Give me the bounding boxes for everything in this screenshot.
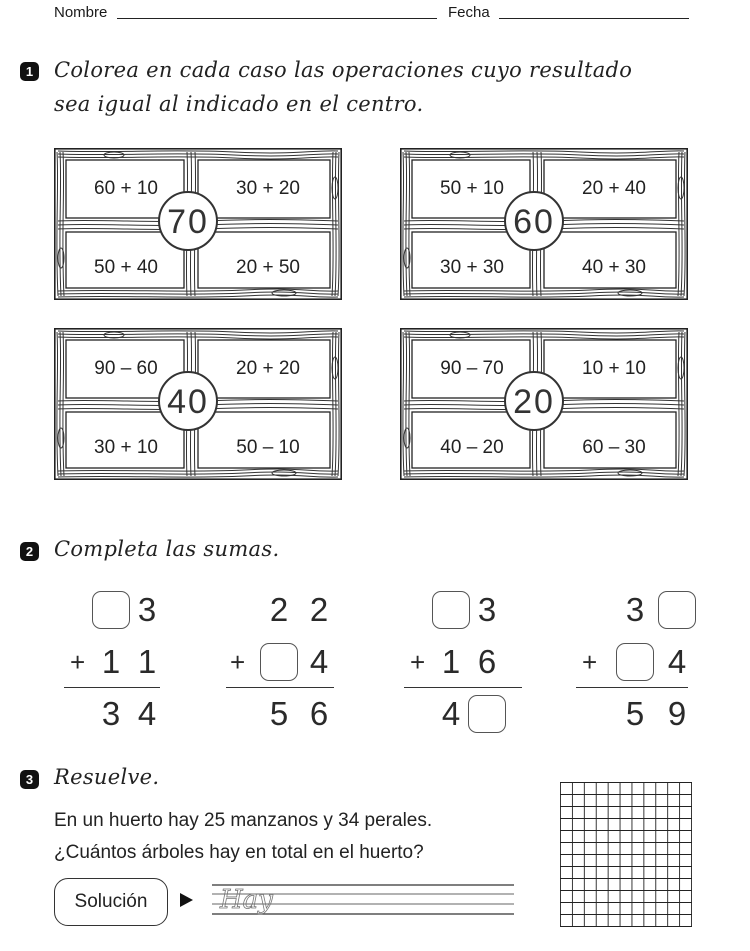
name-label: Nombre — [54, 4, 108, 21]
digit-top: 2 — [309, 591, 329, 628]
exercise-3-badge: 3 — [20, 770, 39, 789]
operation-cell[interactable]: 20 + 50 — [236, 257, 300, 278]
operation-cell[interactable]: 30 + 10 — [94, 437, 158, 458]
plus-sign: + — [582, 647, 598, 677]
sum-line — [226, 687, 334, 688]
operation-cell[interactable]: 20 + 40 — [582, 178, 646, 199]
digit-result: 9 — [667, 695, 687, 732]
target-number: 60 — [504, 191, 564, 251]
target-number: 20 — [504, 371, 564, 431]
digit-top: 2 — [269, 591, 289, 628]
wood-box-60 — [400, 148, 688, 300]
plus-sign: + — [410, 647, 426, 677]
operation-cell[interactable]: 20 + 20 — [236, 358, 300, 379]
operation-cell[interactable]: 90 – 70 — [440, 358, 504, 379]
wood-box-70 — [54, 148, 342, 300]
wood-box-20 — [400, 328, 688, 480]
solution-label-box: Solución — [54, 878, 168, 926]
digit-bottom: 4 — [667, 643, 687, 680]
digit-bottom: 1 — [101, 643, 121, 680]
date-field[interactable] — [499, 18, 689, 19]
operation-cell[interactable]: 50 – 10 — [236, 437, 300, 458]
wood-box-40 — [54, 328, 342, 480]
exercise-1-badge: 1 — [20, 62, 39, 81]
operation-cell[interactable]: 40 – 20 — [440, 437, 504, 458]
operation-cell[interactable]: 50 + 40 — [94, 257, 158, 278]
addition-3 — [404, 590, 514, 740]
answer-box[interactable] — [616, 643, 654, 681]
digit-bottom: 6 — [477, 643, 497, 680]
operation-cell[interactable]: 40 + 30 — [582, 257, 646, 278]
exercise-2-badge: 2 — [20, 542, 39, 561]
answer-writing-lines[interactable] — [212, 884, 514, 920]
operation-cell[interactable]: 30 + 30 — [440, 257, 504, 278]
digit-result: 6 — [309, 695, 329, 732]
exercise-3-title: Resuelve. — [54, 765, 160, 789]
operation-cell[interactable]: 30 + 20 — [236, 178, 300, 199]
plus-sign: + — [230, 647, 246, 677]
answer-box[interactable] — [468, 695, 506, 733]
addition-1 — [64, 590, 174, 740]
digit-bottom: 1 — [441, 643, 461, 680]
digit-result: 5 — [625, 695, 645, 732]
digit-result: 3 — [101, 695, 121, 732]
operation-cell[interactable]: 60 + 10 — [94, 178, 158, 199]
digit-result: 5 — [269, 695, 289, 732]
sum-line — [64, 687, 160, 688]
sum-line — [404, 687, 522, 688]
plus-sign: + — [70, 647, 86, 677]
name-field[interactable] — [117, 18, 437, 19]
addition-4 — [576, 590, 686, 740]
digit-top: 3 — [625, 591, 645, 628]
problem-text-line1: En un huerto hay 25 manzanos y 34 perales. — [54, 810, 433, 831]
operation-cell[interactable]: 60 – 30 — [582, 437, 646, 458]
digit-result: 4 — [441, 695, 461, 732]
answer-box[interactable] — [260, 643, 298, 681]
exercise-1-instruction-line1: Colorea en cada caso las operaciones cuyo resultado — [54, 58, 633, 82]
arrow-right-icon — [180, 893, 193, 907]
answer-box[interactable] — [432, 591, 470, 629]
exercise-1-instruction-line2: sea igual al indicado en el centro. — [54, 92, 424, 116]
date-label: Fecha — [448, 4, 490, 21]
answer-trace-text: Hay — [220, 885, 273, 915]
addition-2 — [224, 590, 334, 740]
exercise-2-title: Completa las sumas. — [54, 537, 280, 561]
problem-text-line2: ¿Cuántos árboles hay en total en el huerto? — [54, 842, 424, 863]
operation-cell[interactable]: 10 + 10 — [582, 358, 646, 379]
answer-box[interactable] — [658, 591, 696, 629]
operation-cell[interactable]: 50 + 10 — [440, 178, 504, 199]
target-number: 40 — [158, 371, 218, 431]
digit-result: 4 — [137, 695, 157, 732]
digit-top: 3 — [477, 591, 497, 628]
target-number: 70 — [158, 191, 218, 251]
digit-top: 3 — [137, 591, 157, 628]
calculation-grid[interactable] — [560, 782, 692, 927]
answer-box[interactable] — [92, 591, 130, 629]
operation-cell[interactable]: 90 – 60 — [94, 358, 158, 379]
digit-bottom: 4 — [309, 643, 329, 680]
sum-line — [576, 687, 688, 688]
digit-bottom: 1 — [137, 643, 157, 680]
